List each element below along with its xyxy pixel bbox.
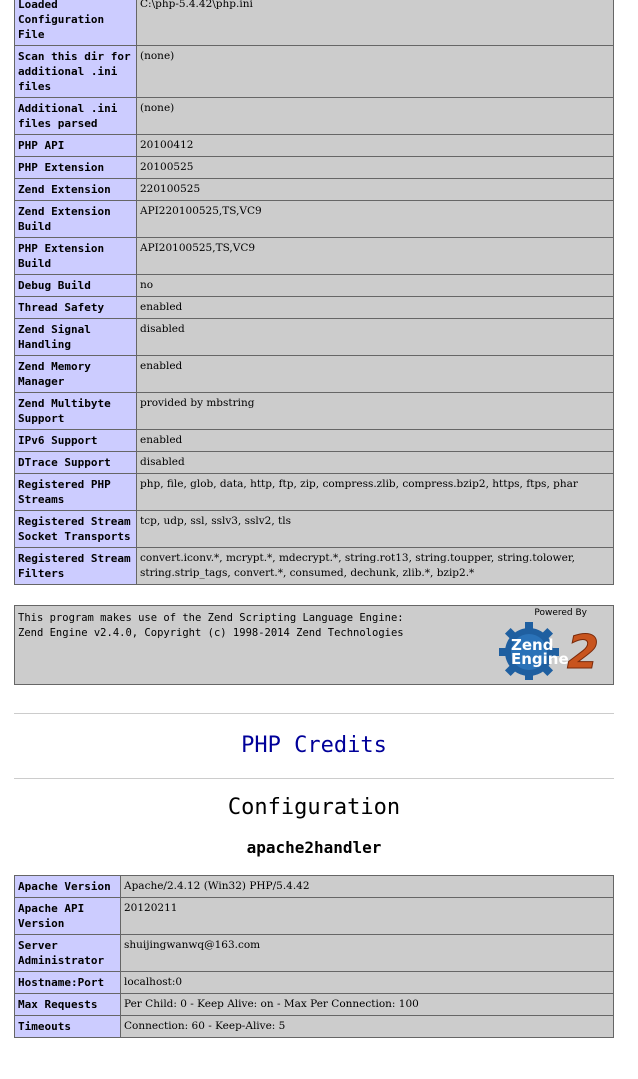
table-row [15,238,614,275]
zend-engine-line-2: Zend Engine v2.4.0, Copyright (c) 1998-2014 Zend Technologies [18,627,404,639]
row-value: 20100525 [137,157,614,179]
table-row [15,511,614,548]
zend-engine-box [14,605,614,685]
row-key: Zend Multibyte Support [15,393,137,430]
php-credits-link[interactable]: PHP Credits [241,733,387,758]
row-value: enabled [137,297,614,319]
table-row [15,157,614,179]
zend-logo-number: 2 [567,625,600,679]
row-key: DTrace Support [15,452,137,474]
row-value: API20100525,TS,VC9 [137,238,614,275]
row-key: Zend Extension [15,179,137,201]
table-row [15,1016,614,1038]
row-value: shuijingwanwq@163.com [121,935,614,972]
apache2handler-rows [15,876,614,1038]
apache2handler-table [14,875,614,1038]
table-row [15,275,614,297]
zend-logo-word-2: Engine [511,650,569,668]
table-row [15,876,614,898]
row-value: disabled [137,452,614,474]
powered-by-label: Powered By [534,608,587,618]
table-row [15,297,614,319]
row-key: Registered Stream Filters [15,548,137,585]
table-row [15,474,614,511]
row-key: PHP Extension Build [15,238,137,275]
table-row [15,452,614,474]
row-value: Per Child: 0 - Keep Alive: on - Max Per Connection: 100 [121,994,614,1016]
row-key: Zend Extension Build [15,201,137,238]
table-row [15,179,614,201]
table-row [15,994,614,1016]
row-value: localhost:0 [121,972,614,994]
table-row [15,356,614,393]
row-value: (none) [137,98,614,135]
row-value: 20120211 [121,898,614,935]
row-value: API220100525,TS,VC9 [137,201,614,238]
table-row [15,319,614,356]
table-row [15,135,614,157]
divider [14,713,614,714]
module-heading: apache2handler [246,838,382,857]
row-value: Apache/2.4.12 (Win32) PHP/5.4.42 [121,876,614,898]
row-key: Zend Memory Manager [15,356,137,393]
row-value: enabled [137,430,614,452]
row-value: provided by mbstring [137,393,614,430]
row-value: no [137,275,614,297]
zend-engine-text [18,611,404,641]
row-key: Apache API Version [15,898,121,935]
row-value: disabled [137,319,614,356]
core-info-table [14,0,614,585]
table-row [15,430,614,452]
row-key: Loaded Configuration File [15,0,137,46]
configuration-heading: Configuration [227,795,401,820]
divider [14,778,614,779]
row-key: Registered Stream Socket Transports [15,511,137,548]
table-row [15,935,614,972]
row-key: Hostname:Port [15,972,121,994]
row-key: PHP Extension [15,157,137,179]
table-row [15,98,614,135]
phpinfo-page [14,0,614,1038]
table-row [15,0,614,46]
row-key: Server Administrator [15,935,121,972]
row-value: 220100525 [137,179,614,201]
row-key: IPv6 Support [15,430,137,452]
table-row [15,548,614,585]
table-row [15,898,614,935]
table-row [15,46,614,98]
row-key: PHP API [15,135,137,157]
table-row [15,201,614,238]
zend-logo-word-1: Zend [511,636,554,654]
row-key: Max Requests [15,994,121,1016]
row-value: C:\php-5.4.42\php.ini [137,0,614,46]
zend-engine-logo-icon[interactable] [497,608,609,680]
row-value: enabled [137,356,614,393]
row-key: Registered PHP Streams [15,474,137,511]
row-value: convert.iconv.*, mcrypt.*, mdecrypt.*, string.rot13, string.toupper, string.tolower, string.strip_tags, convert.*, consumed, dechunk, zlib.*, bzip2.* [137,548,614,585]
row-value: php, file, glob, data, http, ftp, zip, compress.zlib, compress.bzip2, https, ftps, phar [137,474,614,511]
table-row [15,393,614,430]
row-key: Debug Build [15,275,137,297]
core-info-rows [15,0,614,585]
row-value: (none) [137,46,614,98]
row-key: Apache Version [15,876,121,898]
row-key: Timeouts [15,1016,121,1038]
row-value: 20100412 [137,135,614,157]
row-value: Connection: 60 - Keep-Alive: 5 [121,1016,614,1038]
row-key: Scan this dir for additional .ini files [15,46,137,98]
row-value: tcp, udp, ssl, sslv3, sslv2, tls [137,511,614,548]
row-key: Zend Signal Handling [15,319,137,356]
table-row [15,972,614,994]
zend-engine-line-1: This program makes use of the Zend Scripting Language Engine: [18,612,404,624]
row-key: Thread Safety [15,297,137,319]
row-key: Additional .ini files parsed [15,98,137,135]
